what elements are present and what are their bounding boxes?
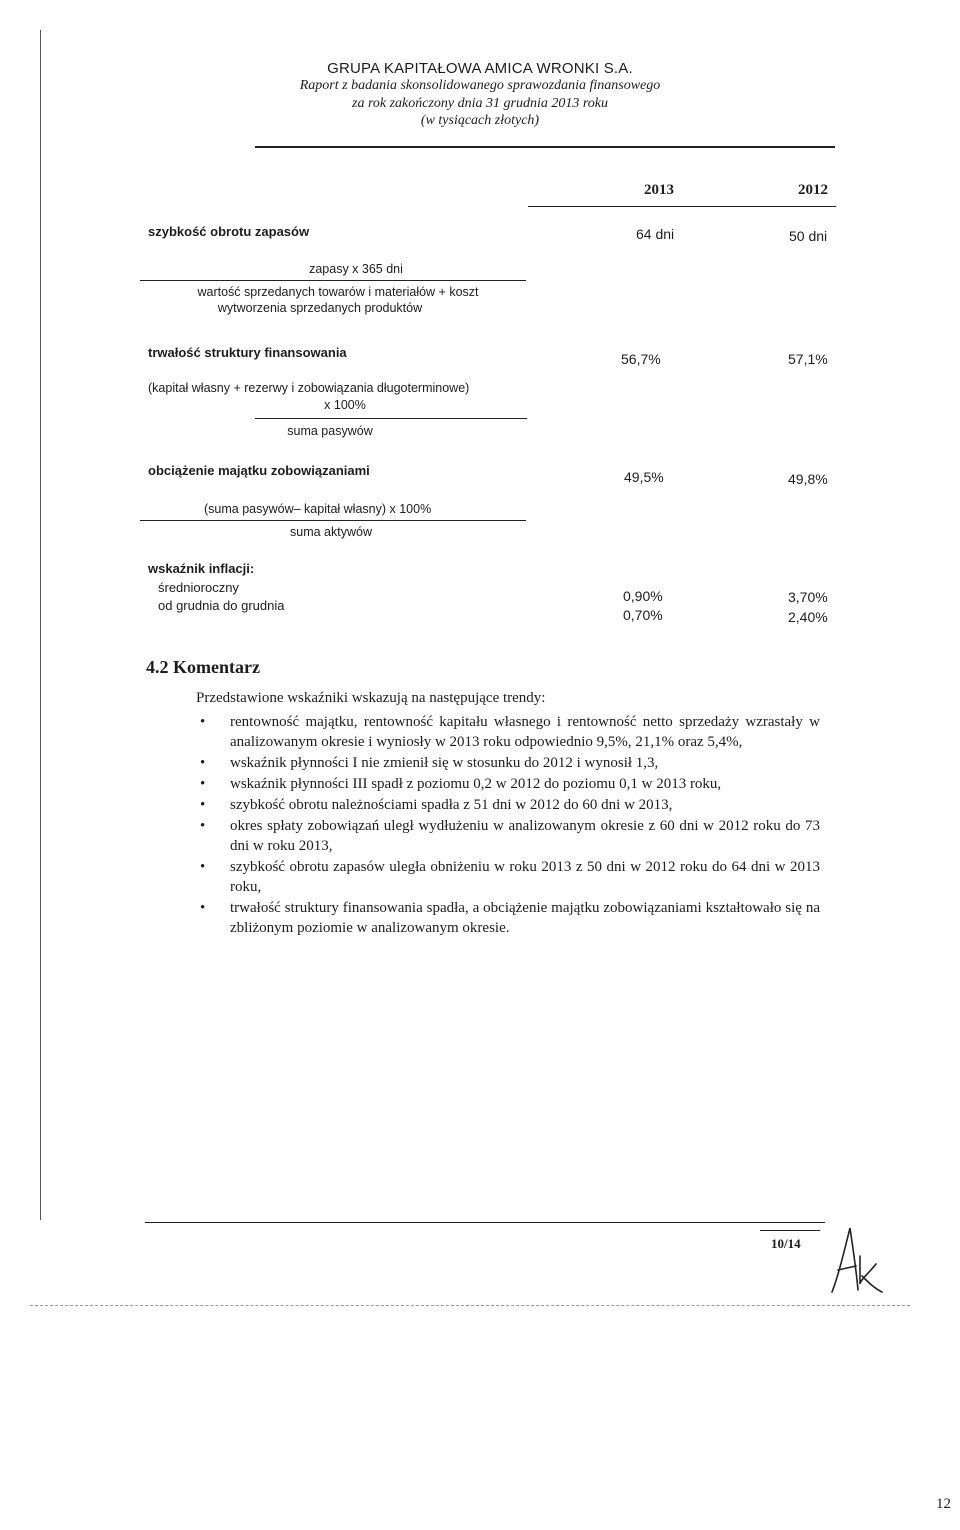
- list-item: • wskaźnik płynności I nie zmienił się w stosunku do 2012 i wynosił 1,3,: [200, 755, 659, 771]
- signature-text: AK: [826, 1222, 828, 1223]
- formula-fraction-line: [140, 520, 526, 521]
- col-header-rule: [528, 206, 836, 207]
- inflation-annual-label: średnioroczny: [158, 580, 239, 595]
- formula-denominator: suma aktywów: [290, 525, 372, 539]
- list-item: • szybkość obrotu należnościami spadła z 51 dni w 2012 do 60 dni w 2013,: [200, 797, 673, 813]
- value-2012: 50 dni: [789, 228, 828, 244]
- formula-fraction-line: [255, 418, 527, 419]
- scan-dashed-line: [30, 1305, 910, 1306]
- value-2013: 64 dni: [636, 226, 675, 242]
- value-2012: 2,40%: [788, 609, 828, 625]
- inflation-dec-label: od grudnia do grudnia: [158, 598, 285, 613]
- section-title: 4.2 Komentarz: [146, 657, 260, 677]
- bullet-icon: •: [200, 900, 206, 916]
- bullet-icon: •: [200, 818, 206, 834]
- footer-rule: [145, 1222, 825, 1223]
- formula-denominator: wytworzenia sprzedanych produktów: [217, 301, 423, 315]
- bullet-icon: •: [200, 859, 206, 875]
- list-item: • szybkość obrotu zapasów uległa obniżeniu w roku 2013 z 50 dni w 2012 roku do 64 dni w 2013 roku,: [200, 859, 820, 895]
- report-title: Raport z badania skonsolidowanego sprawozdania finansowego: [299, 78, 661, 93]
- formula-numerator: zapasy x 365 dni: [309, 262, 403, 276]
- value-2012: 49,8%: [788, 471, 828, 487]
- formula-numerator: (kapitał własny + rezerwy i zobowiązania długoterminowe): [148, 381, 470, 395]
- value-2013: 49,5%: [624, 469, 664, 485]
- report-units: (w tysiącach złotych): [420, 113, 540, 128]
- col-header-2013: 2013: [644, 182, 674, 198]
- bullet-icon: •: [200, 776, 206, 792]
- col-header-2012: 2012: [798, 182, 828, 198]
- formula-fraction-line: [140, 280, 526, 281]
- formula-denominator: wartość sprzedanych towarów i materiałów + koszt: [197, 285, 479, 299]
- margin-line: [40, 30, 41, 1220]
- row-label-debt-burden: obciążenie majątku zobowiązaniami: [148, 463, 370, 478]
- list-item: • rentowność majątku, rentowność kapitału własnego i rentowność netto sprzedaży wzrastały w analizowanym okresie i wyniosły w 2013 roku odpowiednio 9,5%, 21,1% oraz 5,4%,: [200, 714, 820, 750]
- bullet-icon: •: [200, 755, 206, 771]
- value-2013: 0,70%: [623, 607, 663, 623]
- list-item: • wskaźnik płynności III spadł z poziomu 0,2 w 2012 do poziomu 0,1 w 2013 roku,: [200, 776, 722, 792]
- signature-icon: [826, 1222, 886, 1300]
- inflation-label: wskaźnik inflacji:: [148, 561, 255, 576]
- value-2012: 3,70%: [788, 589, 828, 605]
- value-2013: 56,7%: [621, 351, 661, 367]
- trend-list: [195, 712, 820, 939]
- formula-numerator: x 100%: [324, 398, 366, 412]
- header-rule: [255, 146, 835, 148]
- value-2012: 57,1%: [788, 351, 828, 367]
- list-item: • trwałość struktury finansowania spadła, a obciążenie majątku zobowiązaniami kształtowało się na zbliżonym poziomie w analizowanym okresie.: [200, 900, 820, 936]
- row-label-financing-stability: trwałość struktury finansowania: [148, 345, 347, 360]
- bullet-icon: •: [200, 714, 206, 730]
- report-period: za rok zakończony dnia 31 grudnia 2013 roku: [352, 96, 608, 111]
- page-box-top: [760, 1230, 820, 1231]
- page-number: 12: [936, 1496, 951, 1512]
- row-label-inventory-turnover: szybkość obrotu zapasów: [148, 224, 310, 239]
- company-name: GRUPA KAPITAŁOWA AMICA WRONKI S.A.: [327, 60, 633, 77]
- formula-denominator: suma pasywów: [287, 424, 373, 438]
- commentary-intro: Przedstawione wskaźniki wskazują na następujące trendy:: [196, 690, 546, 706]
- list-item: • okres spłaty zobowiązań uległ wydłużeniu w analizowanym okresie z 60 dni w 2012 roku do 73 dni w roku 2013,: [200, 818, 820, 854]
- bullet-icon: •: [200, 797, 206, 813]
- formula-numerator: (suma pasywów– kapitał własny) x 100%: [204, 502, 432, 516]
- page-of-indicator: 10/14: [771, 1236, 801, 1251]
- value-2013: 0,90%: [623, 588, 663, 604]
